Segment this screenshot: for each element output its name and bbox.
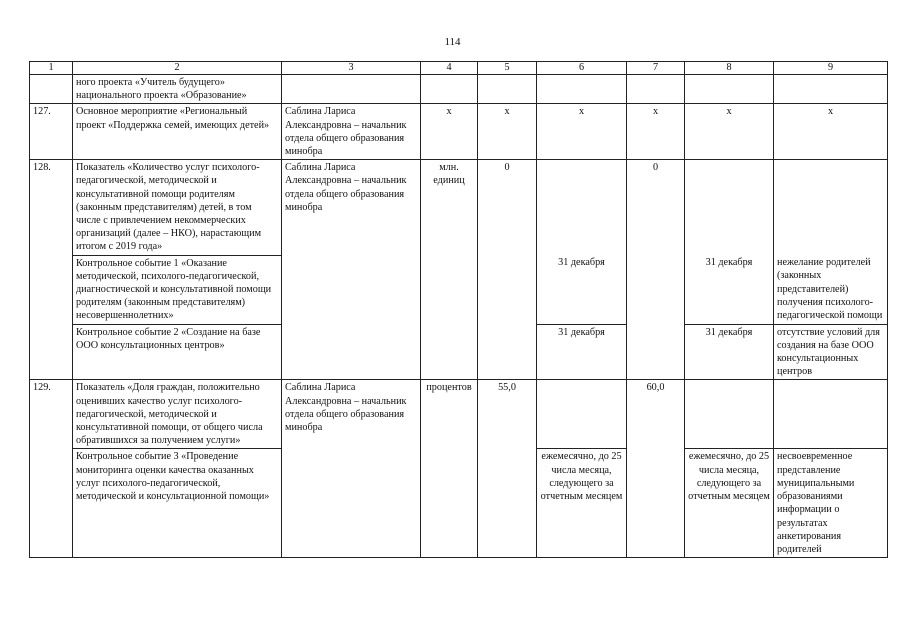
cell-date: 31 декабря [685,255,774,324]
table-row-129 [30,380,888,449]
cell-responsible: Саблина Лариса Александровна – начальник отдела общего образования минобра [282,160,421,380]
cell-target-value: 0 [627,160,685,380]
cell-description: Показатель «Доля граждан, положительно оценивших качество услуг психолого-педагогической, методической и консультативной помощи, от общего числа обратившихся за получением услуги» [73,380,282,449]
col-header-9: 9 [774,62,888,75]
cell-risk: отсутствие условий для создания на базе ООО консультационных центров [774,324,888,380]
cell-col5: х [478,104,537,160]
plan-table [29,61,888,558]
cell-event: Контрольное событие 1 «Оказание методической, психолого-педагогической, диагностической и консультативной помощи родителям (законным представителям) несовершеннолетних» [73,255,282,324]
cell-col7: х [627,104,685,160]
cell-responsible: Саблина Лариса Александровна – начальник отдела общего образования минобра [282,380,421,558]
cell-num: 128. [30,160,73,380]
cell-base-value: 55,0 [478,380,537,558]
cell-col8: х [685,104,774,160]
cell-risk: нежелание родителей (законных представителей) получения психолого-педагогической помощи [774,255,888,324]
cell-description: Показатель «Количество услуг психолого-педагогической, методической и консультативной помощи родителям (законным представителям) детей, в том числе с привлечением некоммерческих организаций (далее – НКО), нарастающим итогом с 2019 года» [73,160,282,255]
cell-unit: процентов [421,380,478,558]
cell-num: 129. [30,380,73,558]
cell-unit: млн. единиц [421,160,478,380]
cell-target-value: 60,0 [627,380,685,558]
col-header-1: 1 [30,62,73,75]
cell-risk: несвоевременное представление муниципальными образованиями информации о результатах анкетирования родителей [774,449,888,558]
cell-col9: х [774,104,888,160]
cell-unit: х [421,104,478,160]
cell-date: 31 декабря [685,324,774,380]
cell-base-value: 0 [478,160,537,380]
cell-description: ного проекта «Учитель будущего» национального проекта «Образование» [73,75,282,104]
cell-num: 127. [30,104,73,160]
col-header-4: 4 [421,62,478,75]
cell-event: Контрольное событие 2 «Создание на базе ООО консультационных центров» [73,324,282,380]
table-row-127 [30,104,888,160]
col-header-7: 7 [627,62,685,75]
table-row-continuation [30,75,888,104]
col-header-6: 6 [537,62,627,75]
table-row-128 [30,160,888,255]
cell-event: Контрольное событие 3 «Проведение мониторинга оценки качества оказанных услуг психолого-педагогической, методической и консультационной помощи» [73,449,282,558]
page-number: 114 [444,36,461,48]
cell-date: ежемесячно, до 25 числа месяца, следующего за отчетным месяцем [685,449,774,558]
column-number-row [30,62,888,75]
cell-responsible: Саблина Лариса Александровна – начальник отдела общего образования минобра [282,104,421,160]
cell-date: 31 декабря [537,324,627,380]
col-header-8: 8 [685,62,774,75]
cell-col6: х [537,104,627,160]
col-header-5: 5 [478,62,537,75]
cell-num [30,75,73,104]
col-header-3: 3 [282,62,421,75]
cell-date: ежемесячно, до 25 числа месяца, следующего за отчетным месяцем [537,449,627,558]
col-header-2: 2 [73,62,282,75]
cell-date: 31 декабря [537,255,627,324]
cell-description: Основное мероприятие «Региональный проект «Поддержка семей, имеющих детей» [73,104,282,160]
